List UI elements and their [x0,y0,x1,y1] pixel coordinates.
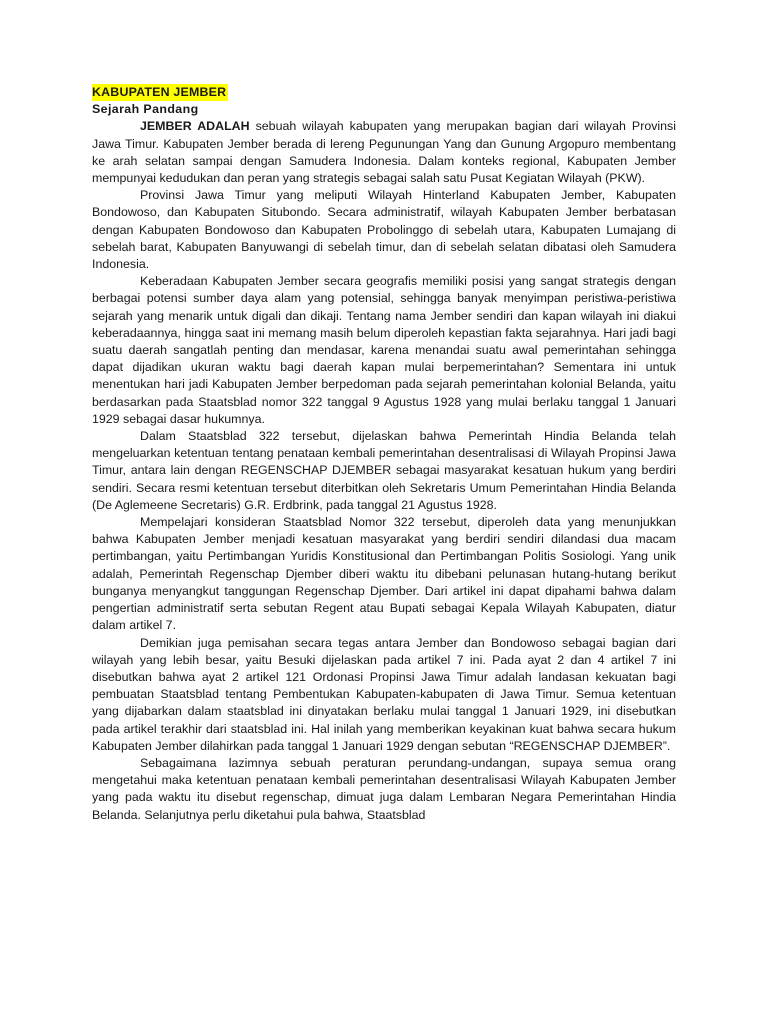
document-page [92,84,676,824]
paragraph-7: Sebagaimana lazimnya sebuah peraturan perundang-undangan, supaya semua orang mengetahui maka ketentuan penataan kembali pemerintahan desentralisasi Wilayah Kabupaten Jember yang pada waktu itu disebut regenschap, dimuat juga dalam Lembaran Negara Pemerintahan Hindia Belanda. Selanjutnya perlu diketahui pula bahwa, Staatsblad [92,755,676,822]
document-subtitle: Sejarah Pandang [92,102,199,117]
paragraph-1-text: sebuah wilayah kabupaten yang merupakan bagian dari wilayah Provinsi Jawa Timur. Kabupaten Jember berada di lereng Pegunungan Yang dan Gunung Argopuro membentang ke arah selatan sampai dengan Samudera Indonesia. Dalam konteks regional, Kabupaten Jember mempunyai kedudukan dan peran yang strategis sebagai salah satu Pusat Kegiatan Wilayah (PKW). [92,119,676,186]
paragraph-5: Mempelajari konsideran Staatsblad Nomor 322 tersebut, diperoleh data yang menunjukkan bahwa Kabupaten Jember menjadi kesatuan masyarakat yang berdiri sendiri dilandasi dua macam pertimbangan, yaitu Pertimbangan Yuridis Konstitusional dan Pertimbangan Politis Sosiologi. Yang unik adalah, Pemerintah Regenschap Djember diberi waktu itu dibebani pelunasan hutang-hutang berikut bunganya menyangkut tanggungan Regenschap Djember. Dari artikel ini dapat dipahami bahwa dalam pengertian administratif serta sebutan Regent atau Bupati sebagai Kepala Wilayah Kabupaten, diatur dalam artikel 7. [92,515,676,633]
paragraph-2: Provinsi Jawa Timur yang meliputi Wilayah Hinterland Kabupaten Jember, Kabupaten Bondowoso, dan Kabupaten Situbondo. Secara administratif, wilayah Kabupaten Jember berbatasan dengan Kabupaten Bondowoso dan Kabupaten Probolinggo di sebelah utara, Kabupaten Lumajang di sebelah barat, Kabupaten Banyuwangi di sebelah timur, dan di sebelah selatan dibatasi oleh Samudera Indonesia. [92,188,676,272]
paragraph-4: Dalam Staatsblad 322 tersebut, dijelaskan bahwa Pemerintah Hindia Belanda telah mengeluarkan ketentuan tentang penataan kembali pemerintahan desentralisasi di Wilayah Propinsi Jawa Timur, antara lain dengan REGENSCHAP DJEMBER sebagai masyarakat kesatuan hukum yang berdiri sendiri. Secara resmi ketentuan tersebut diterbitkan oleh Sekretaris Umum Pemerintahan Hindia Belanda (De Aglemeene Secretaris) G.R. Erdbrink, pada tanggal 21 Agustus 1928. [92,429,676,512]
paragraph-1 [92,118,676,187]
document-title-line [92,84,676,101]
paragraph-3: Keberadaan Kabupaten Jember secara geografis memiliki posisi yang sangat strategis dengan berbagai potensi sumber daya alam yang potensial, sehingga banyak menyimpan peristiwa-peristiwa sejarah yang menarik untuk digali dan dikaji. Tentang nama Jember sendiri dan kapan wilayah ini diakui keberadaannya, hingga saat ini memang masih belum diperoleh kepastian fakta sejarahnya. Hari jadi bagi suatu daerah sangatlah penting dan mendasar, karena menandai suatu awal pemerintahan sehingga dapat dijadikan ukuran waktu bagi daerah kapan mulai berpemerintahan? Sementara ini untuk menentukan hari jadi Kabupaten Jember berpedoman pada sejarah pemerintahan kolonial Belanda, yaitu berdasarkan pada Staatsblad nomor 322 tanggal 9 Agustus 1928 yang mulai berlaku tanggal 1 Januari 1929 sebagai dasar hukumnya. [92,274,676,426]
document-title: KABUPATEN JEMBER [92,84,228,101]
lead-phrase: JEMBER ADALAH [140,119,250,134]
paragraph-6: Demikian juga pemisahan secara tegas antara Jember dan Bondowoso sebagai bagian dari wilayah yang lebih besar, yaitu Besuki dijelaskan pada artikel 7 ini. Pada ayat 2 dan 4 artikel 7 ini disebutkan bahwa ayat 2 artikel 121 Ordonasi Propinsi Jawa Timur adalah landasan kekuatan bagi pembuatan Staatsblad tentang Pembentukan Kabupaten-kabupaten di Jawa Timur. Semua ketentuan yang dijabarkan dalam staatsblad ini dinyatakan berlaku mulai tanggal 1 Januari 1929, ini disebutkan pada artikel terakhir dari staatsblad ini. Hal inilah yang memberikan keyakinan kuat bahwa secara hukum Kabupaten Jember dilahirkan pada tanggal 1 Januari 1929 dengan sebutan “REGENSCHAP DJEMBER”. [92,635,676,753]
